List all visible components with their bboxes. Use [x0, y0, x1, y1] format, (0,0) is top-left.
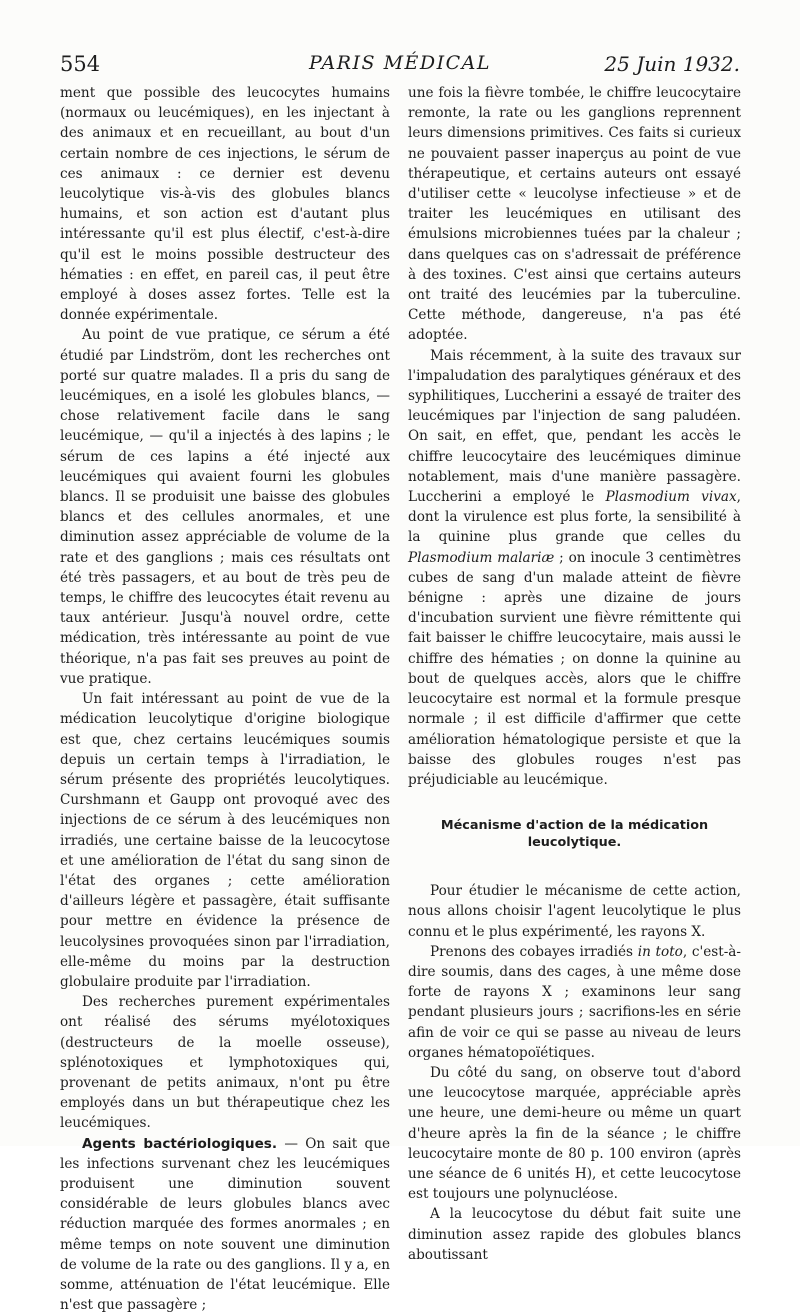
- paragraph-text: Mais récemment, à la suite des travaux sur l'impaludation des paralytiques généraux et des syphilitiques, Luccherini a essayé de traiter des leucémiques par l'injection de sang paludéen. On sait, en effet, que, pendant les accès le chiffre leucocytaire des leucémiques diminue notablement, mais d'une manière passagère. Luccherini a employé le: [408, 347, 741, 506]
- paragraph: [408, 346, 741, 790]
- left-column: [60, 83, 390, 1315]
- page-number: 554: [60, 52, 101, 76]
- section-heading-line: Mécanisme d'action de la médication: [440, 818, 709, 834]
- paragraph: Des recherches purement expérimentales ont réalisé des sérums myélotoxiques (destructeurs de la moelle osseuse), splénotoxiques et lymphotoxiques qui, provenant de petits animaux, n'ont pu être employés dans un but thérapeutique chez les leucémiques.: [60, 994, 390, 1132]
- italic-term: in toto: [637, 943, 683, 960]
- paragraph: A la leucocytose du début fait suite une diminution assez rapide des globules blancs aboutissant: [408, 1206, 741, 1263]
- paragraph: une fois la fièvre tombée, le chiffre leucocytaire remonte, la rate ou les ganglions reprennent leurs dimensions primitives. Ces faits si curieux ne pouvaient passer inaperçus au point de vue thérapeutique, et certains auteurs ont essayé d'utiliser cette « leucolyse infectieuse » et de traiter les leucémiques en utilisant des émulsions microbiennes tuées par la chaleur ; dans quelques cas on s'adressait de préférence à des toxines. C'est ainsi que certains auteurs ont traité des leucémies par la tuberculine. Cette méthode, dangereuse, n'a pas été adoptée.: [408, 85, 741, 344]
- italic-term: Plasmodium vivax: [605, 489, 737, 506]
- paragraph: Au point de vue pratique, ce sérum a été étudié par Lindström, dont les recherches ont porté sur quatre malades. Il a pris du sang de leucémiques, en a isolé les globules blancs, — chose relativement facile dans le sang leucémique, — qu'il a injectés à des lapins ; le sérum de ces lapins a été injecté aux leucémiques qui avaient fourni les globules blancs. Il se produisit une baisse des globules blancs et des cellules anormales, et une diminution assez appréciable de volume de la rate et des ganglions ; mais ces résultats ont été très passagers, et au bout de très peu de temps, le chiffre des leucocytes était revenu au taux antérieur. Jusqu'à nouvel ordre, cette médication, très intéressante au point de vue théorique, n'a pas fait ses preuves au point de vue pratique.: [60, 327, 390, 687]
- section-heading: [418, 817, 731, 851]
- section-heading-line: leucolytique.: [527, 835, 622, 851]
- paragraph-text: — On sait que les infections survenant chez les leucémiques produisent une diminution souvent considérable de leurs globules blancs avec réduction marquée des formes anormales ; en même temps on note souvent une diminution de volume de la rate ou des ganglions. Il y a, en somme, atténuation de l'état leucémique. Elle n'est que passagère ;: [60, 1135, 391, 1314]
- issue-date: 25 Juin 1932.: [604, 52, 740, 76]
- running-header: [60, 44, 740, 78]
- paragraph-text: , dont la virulence est plus forte, la sensibilité à la quinine plus grande que celles du: [408, 489, 741, 546]
- paragraph: Pour étudier le mécanisme de cette action, nous allons choisir l'agent leucolytique le plus connu et le plus expérimenté, les rayons X.: [408, 883, 741, 940]
- paragraph-text: Prenons des cobayes irradiés: [430, 943, 638, 960]
- paragraph: Un fait intéressant au point de vue de la médication leucolytique d'origine biologique est que, chez certains leucémiques soumis depuis un certain temps à l'irradiation, le sérum présente des propriétés leucolytiques. Curshmann et Gaupp ont provoqué avec des injections de ce sérum à des leucémiques non irradiés, une certaine baisse de la leucocytose et une amélioration de l'état du sang sinon de l'état des organes ; cette amélioration d'ailleurs légère et passagère, était suffisante pour mettre en évidence la présence de leucolysines provoquées sinon par l'irradiation, elle-même du moins par la destruction globulaire produite par l'irradiation.: [60, 691, 390, 990]
- journal-title: PARIS MÉDICAL: [308, 52, 492, 74]
- paragraph-text: , c'est-à-dire soumis, dans des cages, à une même dose forte de rayons X ; examinons leur sang pendant plusieurs jours ; sacrifions-les en série afin de voir ce qui se passe au niveau de leurs organes hématopoïétiques.: [408, 943, 741, 1061]
- paragraph-text: ; on inocule 3 centimètres cubes de sang d'un malade atteint de fièvre bénigne : après une dizaine de jours d'incubation survient une fièvre rémittente qui fait baisser le chiffre leucocytaire, mais aussi le chiffre des hématies ; on donne la quinine au bout de quelques accès, alors que le chiffre leucocytaire est normal et la formule presque normale ; il est difficile d'affirmer que cette amélioration hématologique persiste et que la baisse des globules rouges n'est pas préjudiciable au leucémique.: [408, 549, 741, 788]
- run-in-heading: Agents bactériologiques.: [82, 1135, 278, 1152]
- paragraph: [408, 942, 741, 1063]
- right-column: [408, 83, 741, 1265]
- paragraph: Du côté du sang, on observe tout d'abord une leucocytose marquée, appréciable après une heure, une demi-heure ou même un quart d'heure après la fin de la séance ; le chiffre leucocytaire monte de 80 p. 100 environ (après une séance de 6 unités H), et cette leucocytose est toujours une polynucléose.: [408, 1064, 741, 1203]
- italic-term: Plasmodium malariæ: [408, 549, 555, 566]
- paragraph: ment que possible des leucocytes humains (normaux ou leucémiques), en les injectant à des animaux et en recueillant, au bout d'un certain nombre de ces injections, le sérum de ces animaux : ce dernier est devenu leucolytique vis-à-vis des globules blancs humains, et son action est d'autant plus intéressante qu'il est plus électif, c'est-à-dire qu'il est le moins possible destructeur des hématies : en effet, en pareil cas, il peut être employé à doses assez fortes. Telle est la donnée expérimentale.: [60, 85, 390, 324]
- paragraph: [60, 1134, 390, 1315]
